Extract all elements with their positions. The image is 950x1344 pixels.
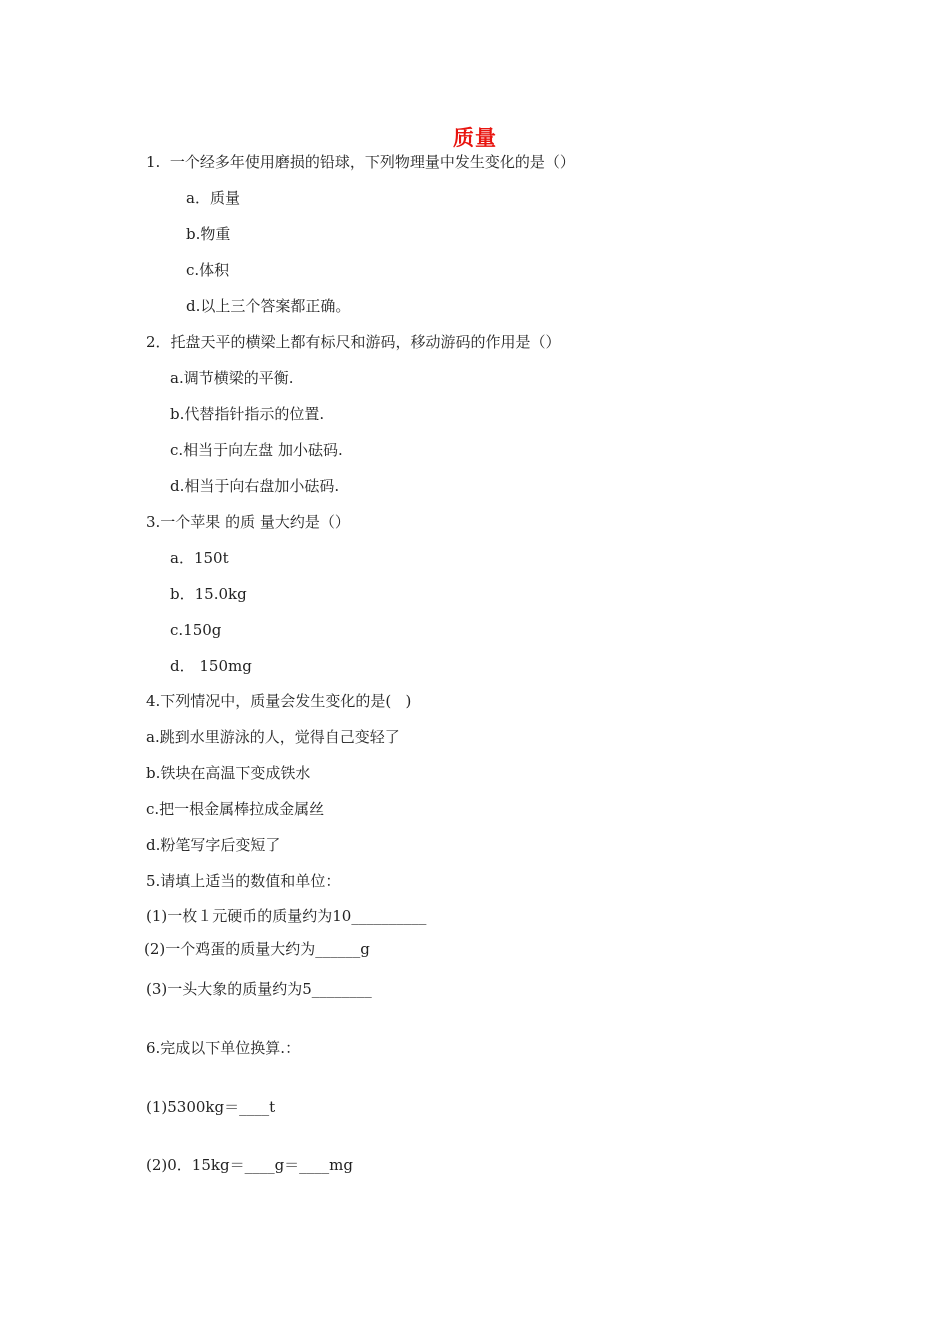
question-2-option-c: c.相当于向左盘 加小砝码. — [170, 441, 343, 459]
question-3-option-b: b．15.0kg — [170, 585, 247, 603]
question-3-option-a: a．150t — [170, 549, 229, 567]
question-2-option-d: d.相当于向右盘加小砝码. — [170, 477, 340, 495]
question-4-option-a: a.跳到水里游泳的人，觉得自己变轻了 — [146, 728, 400, 746]
question-6-item-2: (2)0．15kg＝____g＝____mg — [146, 1156, 353, 1174]
question-5-item-1: (1)一枚１元硬币的质量约为10__________ — [146, 907, 427, 925]
question-4-option-c: c.把一根金属棒拉成金属丝 — [146, 800, 325, 818]
question-1-option-c: c.体积 — [186, 261, 230, 279]
question-6-stem: 6.完成以下单位换算.： — [146, 1039, 301, 1057]
question-2-option-a: a.调节横梁的平衡. — [170, 369, 294, 387]
question-4-option-b: b.铁块在高温下变成铁水 — [146, 764, 311, 782]
question-3-option-d: d． 150mg — [170, 657, 252, 675]
question-1-stem: 1. 一个经多年使用磨损的铅球，下列物理量中发生变化的是（） — [146, 153, 575, 171]
question-2-option-b: b.代替指针指示的位置. — [170, 405, 325, 423]
question-5-stem: 5.请填上适当的数值和单位： — [146, 872, 341, 890]
question-6-item-1: (1)5300kg＝____t — [146, 1098, 276, 1116]
question-1-option-a: a．质量 — [186, 189, 240, 207]
question-3-stem: 3.一个苹果 的质 量大约是（） — [146, 513, 350, 531]
question-3-option-c: c.150g — [170, 621, 222, 639]
question-5-item-2: (2)一个鸡蛋的质量大约为______g — [144, 940, 370, 958]
question-2-stem: 2．托盘天平的横梁上都有标尺和游码，移动游码的作用是（） — [146, 333, 561, 351]
question-1-option-d: d.以上三个答案都正确。 — [186, 297, 351, 315]
question-5-item-3: (3)一头大象的质量约为5________ — [146, 980, 372, 998]
question-1-option-b: b.物重 — [186, 225, 231, 243]
question-4-stem: 4.下列情况中，质量会发生变化的是( ) — [146, 692, 412, 710]
question-4-option-d: d.粉笔写字后变短了 — [146, 836, 281, 854]
page-title: 质量 — [453, 126, 497, 150]
